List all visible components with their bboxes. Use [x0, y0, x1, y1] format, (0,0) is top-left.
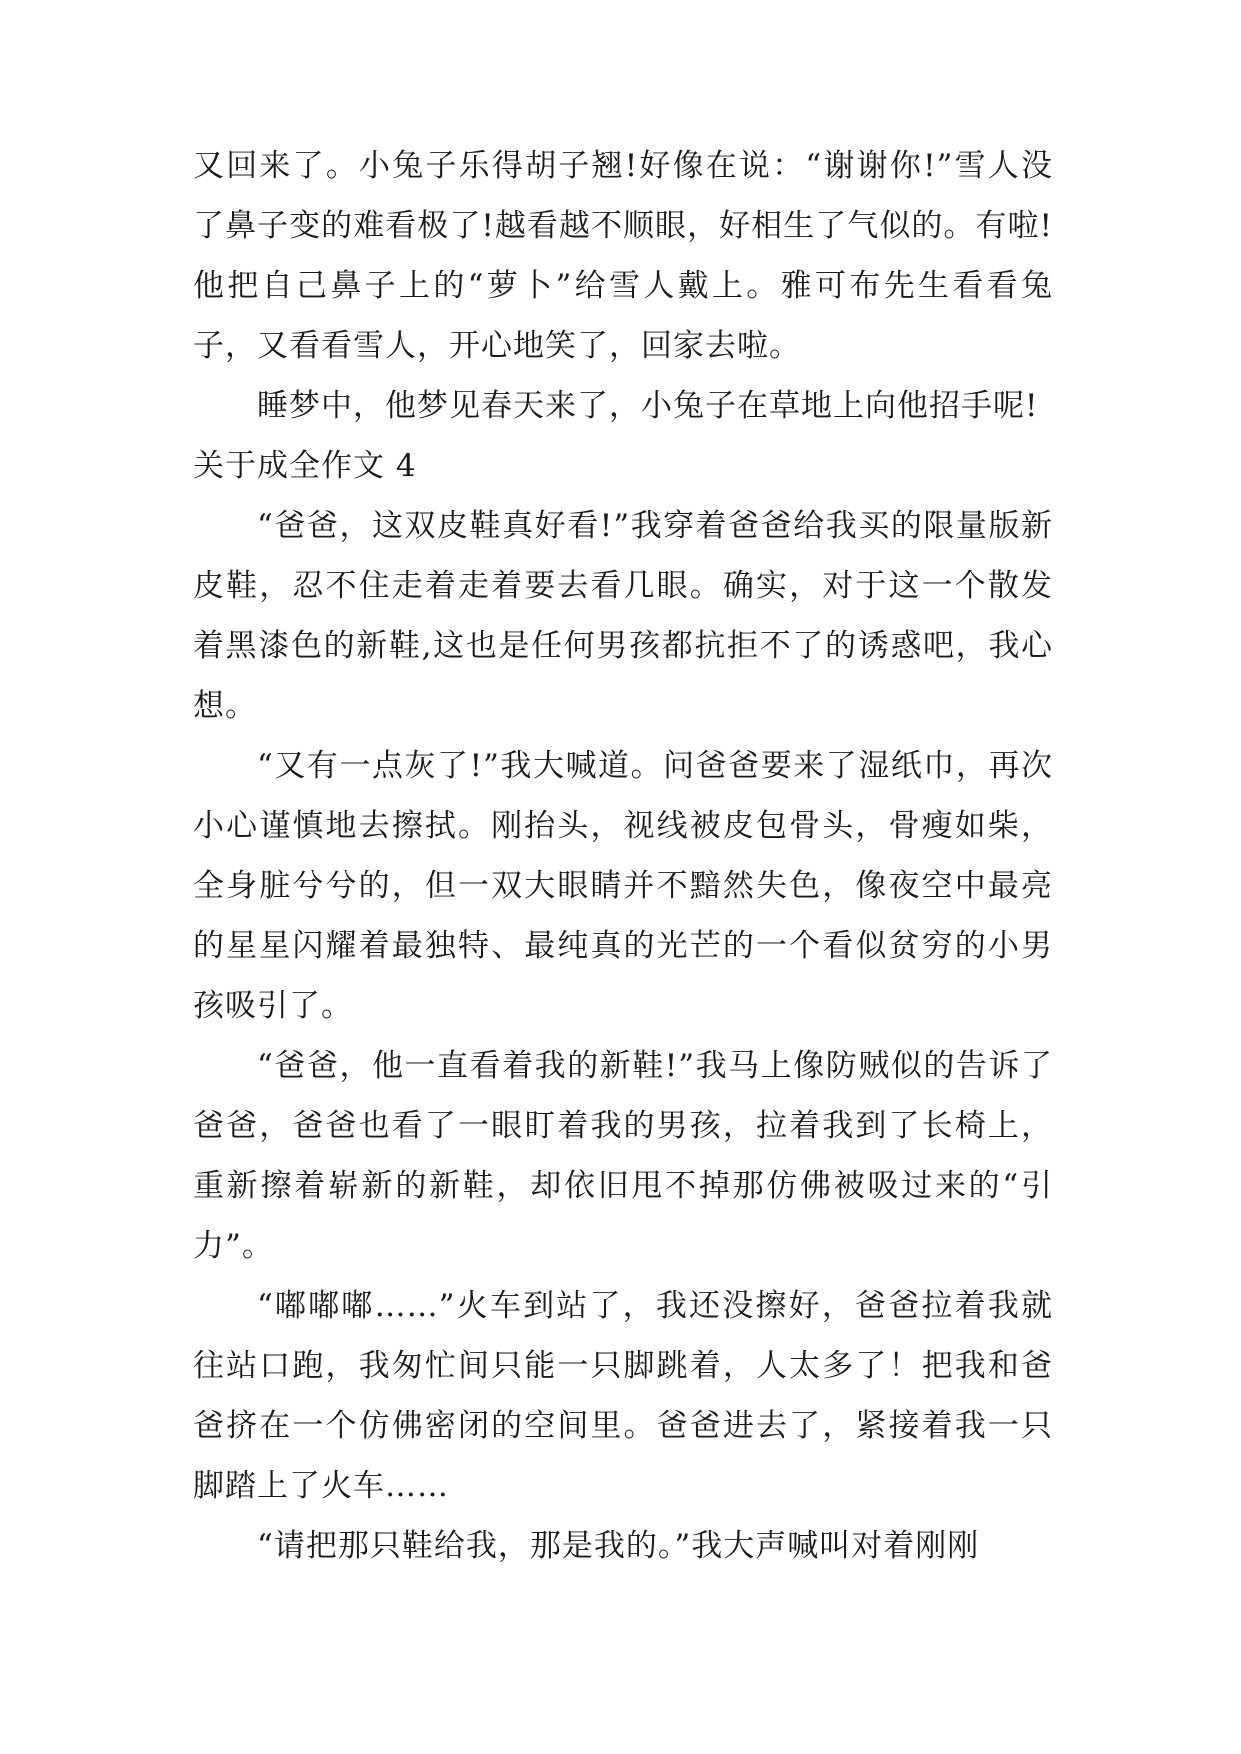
essay-body	[193, 136, 1053, 1576]
paragraph-dust: “又有一点灰了!”我大喊道。问爸爸要来了湿纸巾，再次小心谨慎地去擦拭。刚抬头，视线被皮包骨头，骨瘦如柴，全身脏兮兮的，但一双大眼睛并不黯然失色，像夜空中最亮的星星闪耀着最独特、最纯真的光芒的一个看似贫穷的小男孩吸引了。	[193, 748, 1053, 1024]
paragraph-boy-looking: “爸爸，他一直看着我的新鞋!”我马上像防贼似的告诉了爸爸，爸爸也看了一眼盯着我的男孩，拉着我到了长椅上，重新擦着崭新的新鞋，却依旧甩不掉那仿佛被吸过来的“引力”。	[193, 1048, 1053, 1264]
paragraph-dream: 睡梦中，他梦见春天来了，小兔子在草地上向他招手呢!	[257, 388, 1039, 424]
paragraph-train: “嘟嘟嘟……”火车到站了，我还没擦好，爸爸拉着我就往站口跑，我匆忙间只能一只脚跳着，人太多了！把我和爸爸挤在一个仿佛密闭的空间里。爸爸进去了，紧接着我一只脚踏上了火车……	[193, 1288, 1053, 1504]
paragraph-new-shoes: “爸爸，这双皮鞋真好看!”我穿着爸爸给我买的限量版新皮鞋，忍不住走着走着要去看几眼。确实，对于这一个散发着黑漆色的新鞋,这也是任何男孩都抗拒不了的诱惑吧，我心想。	[193, 508, 1053, 724]
paragraph-shoe-request: “请把那只鞋给我，那是我的。”我大声喊叫对着刚刚	[257, 1528, 980, 1564]
paragraph-continued: 又回来了。小兔子乐得胡子翘!好像在说：“谢谢你!”雪人没了鼻子变的难看极了!越看越不顺眼，好相生了气似的。有啦!他把自己鼻子上的“萝卜”给雪人戴上。雅可布先生看看兔子，又看看雪人，开心地笑了，回家去啦。	[193, 148, 1053, 364]
essay-heading: 关于成全作文 4	[193, 448, 417, 484]
